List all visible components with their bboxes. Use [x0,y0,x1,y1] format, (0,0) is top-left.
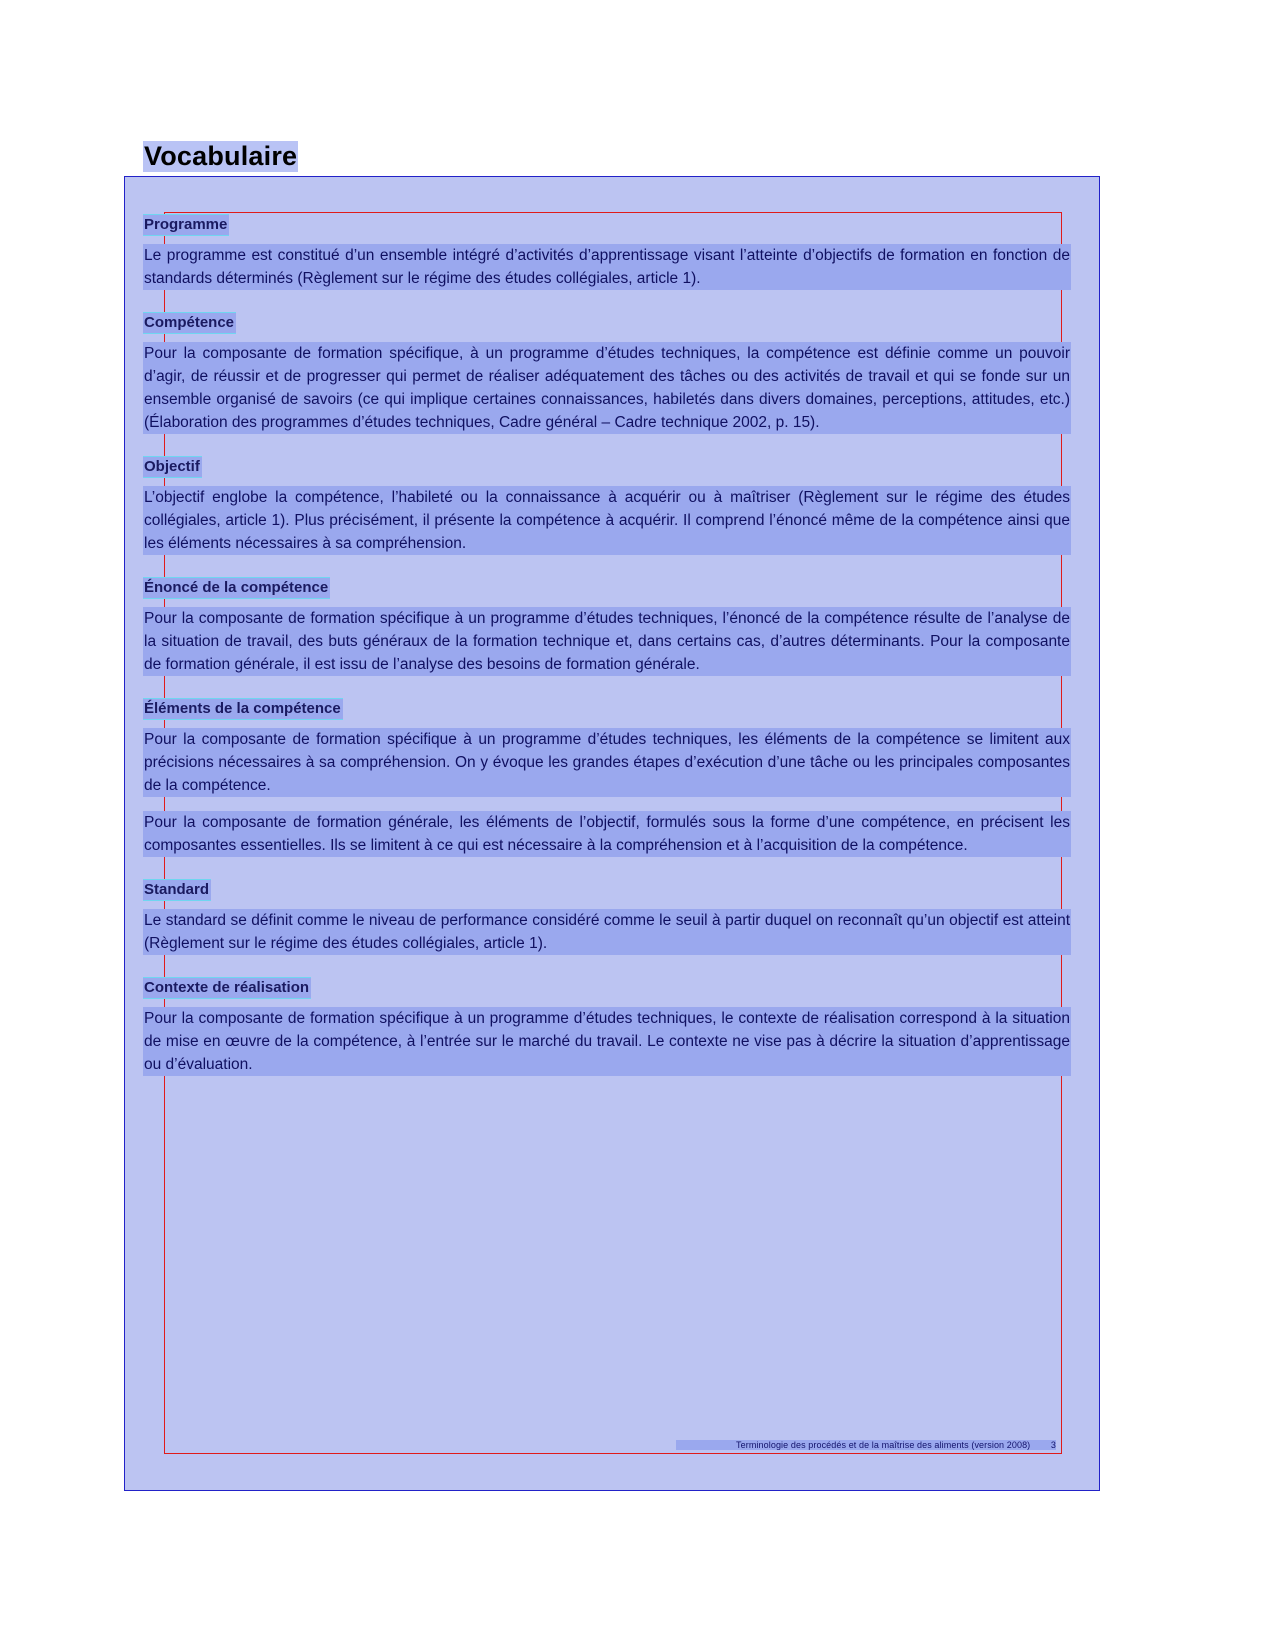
footer-note [676,1440,1056,1450]
section-contexte-de-realisation [143,977,1071,1076]
section-competence [143,312,1071,434]
section-heading: Compétence [143,312,236,334]
section-paragraph: Pour la composante de formation spécifique, à un programme d’études techniques, la compétence est définie comme un pouvoir d’agir, de réussir et de progresser qui permet de réaliser adéquatement des tâches ou des activités de travail et qui se fonde sur un ensemble organisé de savoirs (ce qui implique certaines connaissances, habiletés dans divers domaines, perceptions, attitudes, etc.) (Élaboration des programmes d’études techniques, Cadre général – Cadre technique 2002, p. 15). [143,342,1071,434]
section-paragraph: L’objectif englobe la compétence, l’habileté ou la connaissance à acquérir ou à maîtriser (Règlement sur le régime des études collégiales, article 1). Plus précisément, il présente la compétence à acquérir. Il comprend l’énoncé même de la compétence ainsi que les éléments nécessaires à sa compréhension. [143,486,1071,555]
section-enonce-de-la-competence [143,577,1071,676]
section-heading: Standard [143,879,211,901]
section-heading: Objectif [143,456,202,478]
page-number: 3 [1050,1440,1056,1450]
document-content [143,214,1071,1098]
section-objectif [143,456,1071,555]
section-paragraph: Pour la composante de formation générale, les éléments de l’objectif, formulés sous la forme d’une compétence, en précisent les composantes essentielles. Ils se limitent à ce qui est nécessaire à la compréhension et à l’acquisition de la compétence. [143,811,1071,857]
footer-note-text: Terminologie des procédés et de la maîtrise des aliments (version 2008) [736,1440,1031,1450]
section-programme [143,214,1071,290]
section-paragraph: Le programme est constitué d’un ensemble intégré d’activités d’apprentissage visant l’atteinte d’objectifs de formation en fonction de standards déterminés (Règlement sur le régime des études collégiales, article 1). [143,244,1071,290]
section-paragraph: Pour la composante de formation spécifique à un programme d’études techniques, les éléments de la compétence se limitent aux précisions nécessaires à sa compréhension. On y évoque les grandes étapes d’exécution d’une tâche ou les principales composantes de la compétence. [143,728,1071,797]
section-heading: Contexte de réalisation [143,977,311,999]
section-paragraph: Le standard se définit comme le niveau de performance considéré comme le seuil à partir duquel on reconnaît qu’un objectif est atteint (Règlement sur le régime des études collégiales, article 1). [143,909,1071,955]
section-standard [143,879,1071,955]
section-elements-de-la-competence [143,698,1071,857]
section-paragraph: Pour la composante de formation spécifique à un programme d’études techniques, l’énoncé de la compétence résulte de l’analyse de la situation de travail, des buts généraux de la formation technique et, dans certains cas, d’autres déterminants. Pour la composante de formation générale, il est issu de l’analyse des besoins de formation générale. [143,607,1071,676]
page-title: Vocabulaire [144,141,298,171]
section-heading: Éléments de la compétence [143,698,343,720]
section-heading: Programme [143,214,229,236]
section-paragraph: Pour la composante de formation spécifique à un programme d’études techniques, le contexte de réalisation correspond à la situation de mise en œuvre de la compétence, à l’entrée sur le marché du travail. Le contexte ne vise pas à décrire la situation d’apprentissage ou d’évaluation. [143,1007,1071,1076]
section-heading: Énoncé de la compétence [143,577,330,599]
